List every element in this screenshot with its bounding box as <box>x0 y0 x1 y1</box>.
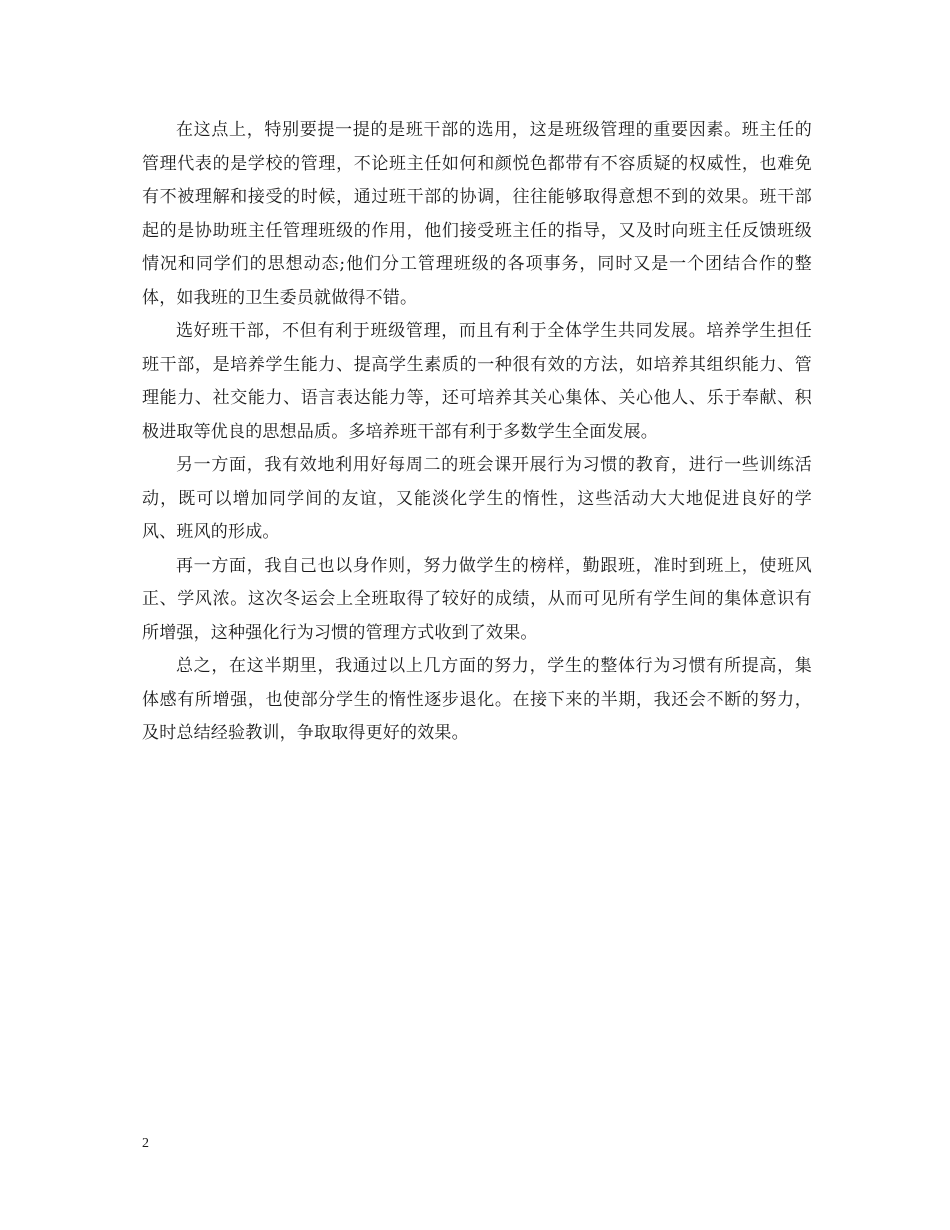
paragraph-lead-by-example: 再一方面，我自己也以身作则，努力做学生的榜样，勤跟班，准时到班上，使班风正、学风浓。这次冬运会上全班取得了较好的成绩，从而可见所有学生间的集体意识有所增强，这种强化行为习惯的管理方式收到了效果。 <box>142 555 812 643</box>
paragraph-cadre-benefits: 选好班干部，不但有利于班级管理，而且有利于全体学生共同发展。培养学生担任班干部，是培养学生能力、提高学生素质的一种很有效的方法，如培养其组织能力、管理能力、社交能力、语言表达能力等，还可培养其关心集体、关心他人、乐于奉献、积极进取等优良的思想品质。多培养班干部有利于多数学生全面发展。 <box>142 321 812 442</box>
paragraph-conclusion: 总之，在这半期里，我通过以上几方面的努力，学生的整体行为习惯有所提高，集体感有所增强，也使部分学生的惰性逐步退化。在接下来的半期，我还会不断的努力，及时总结经验教训，争取取得更好的效果。 <box>142 656 812 743</box>
paragraph-class-meetings: 另一方面，我有效地利用好每周二的班会课开展行为习惯的教育，进行一些训练活动，既可以增加同学间的友谊，又能淡化学生的惰性，这些活动大大地促进良好的学风、班风的形成。 <box>142 455 812 542</box>
paragraph-class-cadres: 在这点上，特别要提一提的是班干部的选用，这是班级管理的重要因素。班主任的管理代表的是学校的管理，不论班主任如何和颜悦色都带有不容质疑的权威性，也难免有不被理解和接受的时候，通过班干部的协调，往往能够取得意想不到的效果。班干部起的是协助班主任管理班级的作用，他们接受班主任的指导，又及时向班主任反馈班级情况和同学们的思想动态;他们分工管理班级的各项事务，同时又是一个团结合作的整体，如我班的卫生委员就做得不错。 <box>142 120 812 308</box>
page-number: 2 <box>142 1136 149 1151</box>
document-body <box>142 114 812 751</box>
